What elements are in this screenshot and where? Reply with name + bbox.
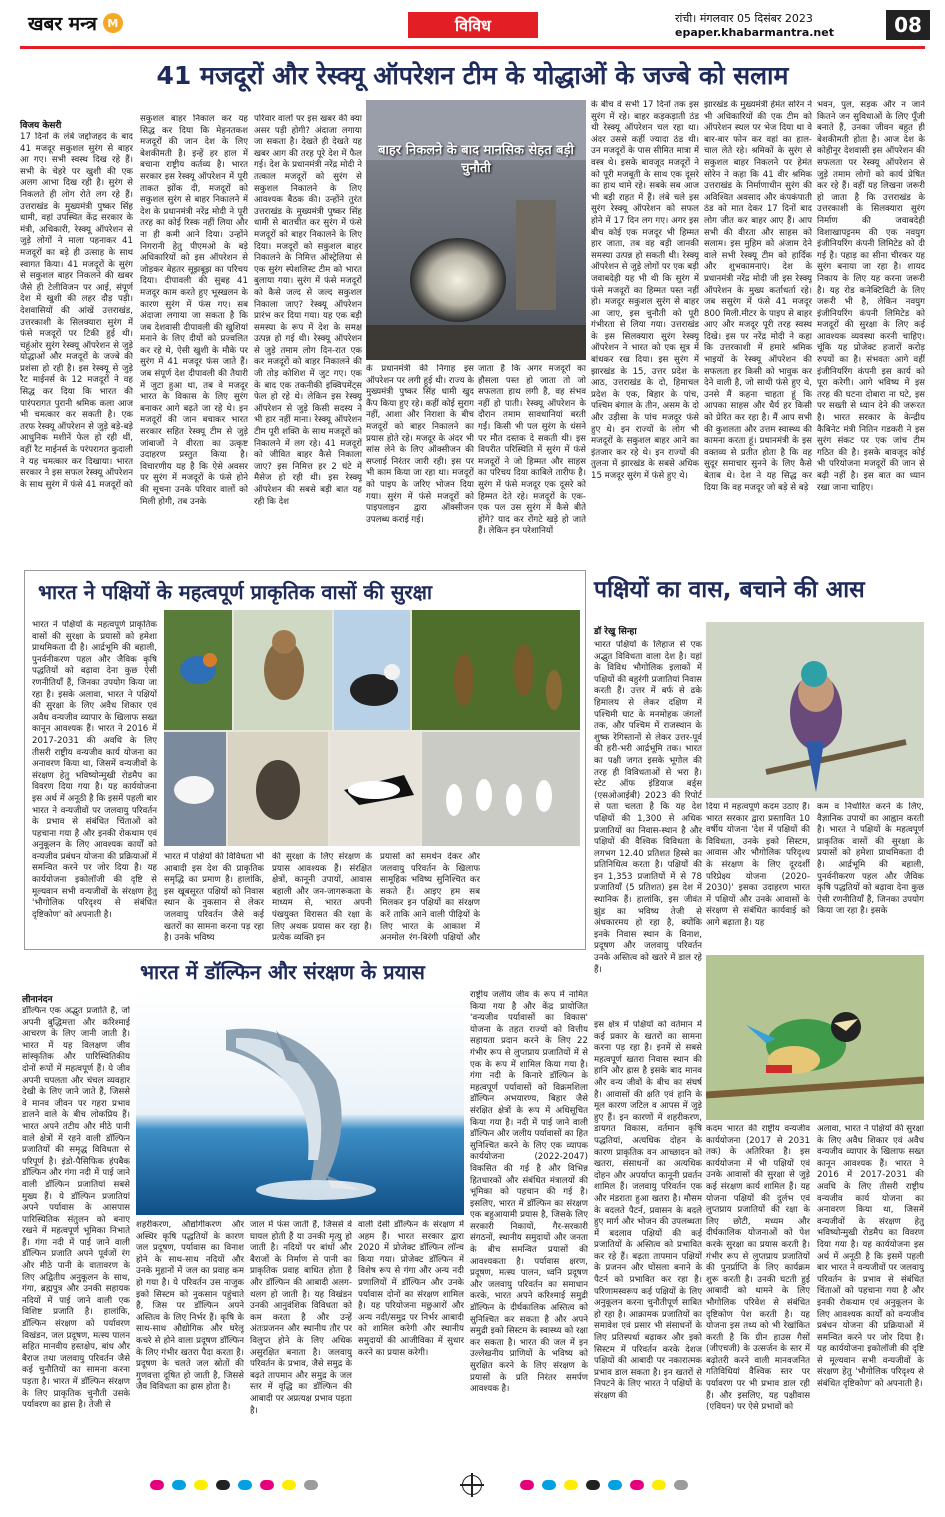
habitat-column-4: इस क्षेत्र में पक्षियों को वर्तमान में कई प्रकार के खतरों का सामना करना पड़ रहा है। इनमें से सबसे महत्वपूर्ण खतरा निवास स्थान की हानि और ह्रास है इसके बाद मानव और वन्य जीवों के बीच का संघर्ष है। आवासों की क्षति एवं हानि के मूल कारण जटिल व आपस में जुड़े हुए हैं। इन कारणों में शहरीकरण, डायगत विकास, वर्तमान कृषि पद्धतियां, अत्यधिक दोहन के कारण प्राकृतिक वन आच्छादन को खतरा, संसाधनों का अत्यधिक दोहन और अपर्याप्त कानूनी प्रवर्तन शामिल हैं। जलवायु परिवर्तन एक और मंडराता हुआ खतरा है। मौसम के बदलते पैटर्न, प्रवासन के बदले हुए मार्ग और भोजन की उपलब्धता में बदलाव पक्षियों की कई प्रजातियों के अस्तित्व को प्रभावित कर रहे हैं। बढ़ता तापमान पक्षियों के प्रजनन और घोंसला बनाने के पैटर्न को प्रभावित कर रहा है। परिणामस्वरूप कई पक्षियों के लिए अनुकूलन करना चुनौतीपूर्ण साबित हो रहा है। आक्रामक प्रजातियों का समावेश एवं प्रसार भी संसाधनों के लिए प्रतिस्पर्धा बढ़ाकर और इको सिस्टम में परिवर्तन करके देशज पक्षियों की आबादी पर नकारात्मक प्रभाव डाल सकता है। इन खतरों से निपटने के लिए भारत ने पक्षियों के संरक्षण की (594, 1020, 702, 1401)
registration-dot (630, 1480, 644, 1490)
lead-column-2: सकुशल बाहर निकाल कर यह सिद्ध कर दिया कि मेहनतकश मजदूरों की जान देश के लिए बेशकीमती है। इन्हें हर हाल में बचाना राष्ट्रीय कर्तव्य है। भारत सरकार इस रेस्क्यू ऑपरेशन में पूरी ताकत झोंक दी, मजदूरों को सकुशल सुरंग से बाहर निकालने में देश के प्रधानमंत्री नरेंद्र मोदी ने पूरी तरह का कोई रिस्क नहीं लिया और ना ही कमी आने दिया। उन्होंने निगरानी हेतु पीएमओ के बड़े अधिकारियों को इस ऑपरेशन से जोड़कर बेहतर सूझबूझ का परिचय दिया। दीपावली की सुबह 41 मजदूर काम करते हुए भूस्खलन के कारण सुरंग में फंस गए। सब अंदाजा लगाया जा सकता है कि जब देशवासी दीपावली की खुशियां मनाने के लिए दीयों को प्रज्वलित कर रहे थे, ऐसी खुशी के मौके पर सुरंग में 41 मजदूर फंस जाते हैं। जब संपूर्ण देश दीपावली की तैयारी में जुटा हुआ था, तब वे मजदूर भारत के विकास के लिए सुरंग बनाकर आगे बढ़ते जा रहे थे। इन मजदूरों की जान बचाकर भारत सरकार सहित रेस्क्यू टीम से जुड़े जांबाजों ने वीरता का उत्कृष्ट उदाहरण प्रस्तुत किया है। विचारणीय यह है कि ऐसे अवसर पर सुरंग में मजदूरों के फंसे होने की सूचना उनके परिवार वालों को मिली होगी, तब उनके (140, 114, 248, 507)
header-rule (20, 46, 925, 49)
dolphin-photo (136, 990, 464, 1215)
registration-dot (564, 1480, 578, 1490)
habitat-column-3: कम व निर्धारित करने के लिए, वैज्ञानिक उपायों का आह्वान करती है। भारत ने पक्षियों के महत्वपूर्ण प्राकृतिक वासों की सुरक्षा के प्रयासों को हमेशा प्राथमिकता दी है। आर्द्रभूमि की बहाली, पुनर्वनीकरण पहल और जैविक कृषि पद्धतियों को बढ़ावा देना कुछ ऐसी रणनीतियाँ हैं, जिनका उपयोग किया जा रहा है। इसके (817, 802, 924, 917)
lead-column-4: के प्रधानमंत्री की निगाह इस ऑपरेशन पर लगी हुई थी। राज्य के मुख्यमंत्री पुष्कर सिंह धामी खुद कैंप किया हुए रहे। कहीं कोई सुराग नहीं, आशा और निराशा के बीच मजदूरों को बाहर निकालने का प्रयास होते रहे। मजदूर के अंदर भी सांस लेने के लिए ऑक्सीजन की सप्लाई निरंतर जारी रही। इस पर भी काम किया जा रहा था। मजदूरों को पाइप के जरिए भोजन दिया गया। सुरंग में फंसे मजदूरों को पाइपलाइन द्वारा ऑक्सीजन उपलब्ध कराई गई। (366, 364, 474, 525)
registration-dot (520, 1480, 534, 1490)
birds-collage-photo (164, 610, 580, 846)
habitat-headline: पक्षियों का वास, बचाने की आस (594, 577, 865, 603)
lead-column-7: झारखंड के मुख्यमंत्री हेमंत सोरेन ने भी अधिकारियों की एक टीम को ऑपरेशन स्थल पर भेज दिया था वे बार-बार फोन कर वहां का हाल-चाल लेते रहे। श्रमिकों के सुरंग से सकुशल बाहर निकलने पर हेमंत सोरेन ने कहा कि 41 वीर श्रमिक उत्तराखंड के निर्माणाधीन सुरंग की अविश्वित अवसाद और कंपकंपाती ठंड को मात देकर 17 दिनों बाद लोग जीत कर बाहर आए हैं। आप सभी की वीरता और साहस को सलाम। इस मुहिम को अंजाम देने वाले सभी रेस्क्यू टीम को हार्दिक और शुभकामनाएं। देश के प्रधानमंत्री नरेंद्र मोदी जी इस रेस्क्यू ऑपरेशन के मुख्य कर्ताधर्ता रहे। जब ससुरंग में फंसे 41 मजदूर 800 मिली.मीटर के पाइप से बाहर आए और मजदूर पूरी तरह स्वस्थ दिखे। इस पर नरेंद्र मोदी ने कहा कि उत्तरकाशी में हमारे श्रमिक भाइयों के रेस्क्यू ऑपरेशन की सफलता हर किसी को भावुक कर देने वाली है, जो साथी फंसे हुए थे, उनसे मैं कहना चाहता हूं कि आपका साहस और धैर्य हर किसी को प्रेरित कर रहा है। मैं आप सभी की कुशलता और उत्तम स्वास्थ्य की कामना करता हूं। प्रधानमंत्री के इस वक्तव्य से प्रतीत होता है कि वह सुदूर समाचार सुनने के लिए कैसे बेताब थे। देश ने यह सिद्ध कर दिया कि वह मजदूर जो बड़े से बड़े (704, 100, 812, 493)
registration-dot (652, 1480, 666, 1490)
registration-dot (608, 1480, 622, 1490)
tunnel-photo (366, 100, 586, 360)
newspaper-logo: खबर मन्त्र (28, 13, 97, 35)
lead-column-3: परिवार वालों पर इस खबर की क्या असर पड़ी होगी? अंदाजा लगाया जा सकता है। देखते ही देखते यह खबर आग की तरह पूरे देश में फैल गई। देश के प्रधानमंत्री नरेंद्र मोदी ने तत्काल मजदूरों को सुरंग से सकुशल निकालने के लिए आवश्यक बैठक की। उन्होंने तुरंत उत्तराखंड के मुख्यमंत्री पुष्कर सिंह धामी से बातचीत कर सुरंग में फंसे मजदूरों को बाहर निकालने के लिए दिया। मजदूरों को सकुशल बाहर निकालने के निमित्त ऑस्ट्रेलिया से एक सुरंग स्पेशलिस्ट टीम को भारत बुलाया गया। सुरंग में फंसे मजदूरों को कैसे जल्द से जल्द सकुशल निकाला जाए? रेस्क्यू ऑपरेशन प्रारंभ कर दिया गया। यह एक बड़ी समस्या के रूप में देश के समक्ष उत्पन्न हो गई थी। रेस्क्यू ऑपरेशन से जुड़े तमाम लोग दिन-रात एक कर मजदूरों को बाहर निकालने की जी तोड़ कोशिश में जुट गए। एक के बाद एक तकनीकी इक्विपमेंट्स फेल हो रहे थे। लेकिन इस रेस्क्यू ऑपरेशन से जुड़े किसी सदस्य ने भी हार नहीं माना। रेस्क्यू ऑपरेशन टीम पूरी शक्ति के साथ मजदूरों को निकालने में लग रहे। 41 मजदूरों को जीवित बाहर कैसे निकाला जाए? इस निमित्त हर 2 घंटे में मैसेज हो रही थी। इस रेस्क्यू ऑपरेशन की सबसे बड़ी बात यह रही कि देश (254, 114, 362, 507)
dolphin-column-1: डॉल्फिन एक अद्भुत प्रजाति है, जो अपनी बुद्धिमत्ता और करिश्माई आचरण के लिए जानी जाती है। भारत में यह विलक्षण जीव सांस्कृतिक और पारिस्थितिकीय दोनों रूपों में महत्वपूर्ण हैं। ये जीव अपनी चपलता और चंचल व्यवहार देखी के लिए जाने जाते हैं, जिससे वे मानव जीवन पर गहरा प्रभाव डालने वाले के बीच लोकप्रिय हैं। भारत अपने तटीय और मीठे पानी वाले क्षेत्रों में रहने वाली डॉल्फिन प्रजातियों की समृद्ध विविधता से परिपूर्ण है। इंडो-पैसिफिक हंपबैक डॉल्फिन और गंगा नदी में पाई जाने वाली डॉल्फिन प्रजातियां सबसे मुख्य हैं। ये डॉल्फिन प्रजातियां अपने पर्यावास के आसपास पारिस्थितिक संतुलन को बनाए रखने में महत्वपूर्ण भूमिका निभाते हैं। गंगा नदी में पाई जाने वाली डॉल्फिन प्रजाति अपने पूर्वजों रंग और मीठे पानी के वातावरण के लिए अद्वितीय अनुकूलन के साथ, गंगा, ब्रह्मपुत्र और उनकी सहायक नदियों में पाई जाने वाली एक विशिष्ट प्रजाति है। हालांकि, डॉल्फिन संरक्षण को पर्यावरण विखंडन, जल प्रदूषण, मत्स्य पालन सहित मानवीय हस्तक्षेप, बांध और बैराज तथा जलवायु परिवर्तन जैसे कई चुनौतियों का सामना करना पड़ता है। भारत में डॉल्फिन संरक्षण के लिए प्राकृतिक चुनौती उसके पर्यावरण का ह्रास है। तेजी से (22, 1006, 130, 1411)
logo-badge-icon: M (103, 13, 123, 33)
dolphin-headline: भारत में डॉल्फिन और संरक्षण के प्रयास (140, 960, 425, 984)
registration-dot (216, 1480, 230, 1490)
registration-dot (238, 1480, 252, 1490)
photo-caption: बाहर निकलने के बाद मानसिक सेहत बड़ी चुनौती (378, 143, 574, 176)
registration-dot (260, 1480, 274, 1490)
habitat-column-2: दिया में महत्वपूर्ण कदम उठाए हैं। भारत सरकार द्वारा प्रस्तावित 10 वर्षीय योजना 'देश में पक्षियों की विविधता, उनके इको सिस्टम, आवास और भौगोलिक परिदृश्य के संरक्षण के लिए दूरदर्शी परिप्रेक्ष्य योजना (2020-2030)' इसका उदाहरण भारत में पक्षियों और उनके आवासों के संरक्षण से संबंधित कार्यवाई को आगे बढ़ाता है। यह (706, 802, 810, 928)
habitat-byline: डॉ रेखु सिन्हा (594, 627, 637, 637)
roller-bird-photo (706, 622, 924, 798)
page-number: 08 (886, 10, 930, 40)
habitat-column-6: अलावा, भारत ने पक्षियों की सुरक्षा के लिए अवैध शिकार एवं अवैध वन्यजीव व्यापार के खिलाफ सख्त कानून आवश्यक हैं। भारत ने 2016 में 2017-2031 की अवधि के लिए तीसरी राष्ट्रीय वन्यजीव कार्य योजना का अनावरण किया था, जिसमें वन्यजीवों के संरक्षण हेतु भविष्योन्मुखी रोडमैप का विवरण दिया गया है। यह कार्ययोजना इस अर्थ में अनूठी है कि इसमें पहली बार भारत ने वन्यजीवों पर जलवायु परिवर्तन के प्रभाव से संबंधित चिंताओं को पहचाना गया है और इनकी रोकथाम एवं अनुकूलन के लिए आवश्यक कार्यों को वन्यजीव प्रबंधन योजना की प्रक्रियाओं में समन्वित करने पर जोर दिया है। यह कार्ययोजना इकोलॉजी की दृष्टि से मूल्यवान सभी वन्यजीवों के संरक्षण हेतु 'भौगोलिक परिदृश्य से संबंधित दृष्टिकोण' को अपनाती है। (817, 1124, 924, 1390)
lead-column-8: भवन, पुल, सड़क और न जाने कितने जन सुविधाओं के लिए पूँजी बनाते हैं, उनका जीवन बहुत ही बेशकीमती होता है। आज देश के कोहीनूर देशवासी इस ऑपरेशन की सफलता पर रेस्क्यू ऑपरेशन से जुड़े तमाम लोगों को कार्य प्रेषित कर रहे हैं। वहीं यह लिखना जरूरी हो जाता है कि उत्तराखंड के उत्तरकाशी के सिलक्यारा सुरंग निर्माण की जवाबदेही विशाखापट्टनम की एक नवयुग इंजीनियरिंग कंपनी लिमिटेड को दी गई है। पहाड़ का सीना चीरकर यह सुरंग बनाया जा रहा है। शायद निकाय के लिए यह करना जरूरी है। यह रोड कनेक्टिविटी के लिए जरूरी भी है, लेकिन नवयुग इंजीनियरिंग कंपनी लिमिटेड को मजदूरों की सुरक्षा के लिए कई आवश्यक व्यवस्था करनी चाहिए। चूंकि यह प्रोजेक्ट हजारों करोड़ रुपयों का है। संभवतः आगे वहीं इंजीनियरिंग कंपनी इस कार्य को पूरा करेगी। आगे भविष्य में इस तरह की घटना दोबारा ना घटे, इस पर सख्ती से ध्यान देने की जरूरत है। भारत सरकार के केन्द्रीय कैबिनेट मंत्री नितिन गडकरी ने इस सुरंग संकट पर एक जांच टीम गठित की है। इसके बावजूद कोई भी परियोजना मजदूरों की जान से बढ़ी नहीं है। इस बात का ध्यान रखा जाना चाहिए। (817, 100, 925, 493)
section-label: विविध (408, 12, 538, 38)
lead-headline: 41 मजदूरों और रेस्क्यू ऑपरेशन टीम के योद्धाओं के जज्बे को सलाम (156, 61, 789, 90)
pitta-bird-photo (706, 955, 924, 1120)
birds-column-4: प्रयासों को समर्थन देकर और जलवायु परिवर्तन के खिलाफ सामूहिक भविष्य सुनिश्चित कर सकते हैं। आइए हम सब मिलकर इन पक्षियों का संरक्षण करें ताकि आने वाली पीढ़ियों के लिए भारत के आकाश में अनमोल रंग-बिरंगी पक्षियों और (380, 852, 480, 944)
dolphin-column-4: वाली देसी डॉल्फिन के संरक्षण में अहम हैं। भारत सरकार द्वारा 2020 में प्रोजेक्ट डॉल्फिन लॉन्च किया गया। प्रोजेक्ट डॉल्फिन में विशेष रूप से गंगा और अन्य नदी प्रणालियों में डॉल्फिन और उनके पर्यावास दोनों का संरक्षण शामिल है। यह परियोजना मछुआरों और अन्य नदी/समुद्र पर निर्भर आबादी को शामिल करेगी और स्थानीय समुदायों की आजीविका में सुधार करने का प्रयास करेगी। (358, 1220, 464, 1358)
masthead (28, 8, 123, 38)
registration-dot (282, 1480, 296, 1490)
crosshair-registration-icon (462, 1475, 482, 1495)
birds-column-2: भारत में पक्षियों की विविधता भी आबादी इस देश की प्राकृतिक समृद्धि का प्रमाण है। हालांकि, इस खूबसूरत पक्षियों को निवास स्थान के नुकसान से लेकर जलवायु परिवर्तन जैसे कई खतरों का सामना करना पड़ रहा है। उनके भविष्य (164, 852, 264, 944)
habitat-column-5: कदम भारत की राष्ट्रीय वन्यजीव कार्ययोजना (2017 से 2031 तक) के अतिरिक्त है। इस कार्ययोजना में भी पक्षियों एवं उनके आवासों की सुरक्षा से जुड़े कई संरक्षण कार्य शामिल हैं। यह योजना पक्षियों की दुर्लभ एवं लुप्तप्राय प्रजातियों की रक्षा के लिए छोटी, मध्यम और दीर्घकालिक योजनाओं को पेश करके सुरक्षा का प्रयास करती है। गंभीर रूप से लुप्तप्राय प्रजातियों की पुनर्प्राप्ति के लिए कार्यक्रम शुरू करती है। उनकी घटती हुई आबादी को थामने के लिए भौगोलिक परिवेश से संबंधित दृष्टिकोण पेश करती है। यह योजना इस तथ्य को भी रेखांकित करती है कि ग्रीन हाउस गैसों (जीएचजी) के उत्सर्जन के स्तर में बढ़ोतरी करने वाली मानवजनित गतिविधियां वैश्विक स्तर पर पर्यावरण पर भी प्रभाव डाल रही हैं। और इसलिए, यह पक्षीवास (एवियन) पर ऐसे प्रभावों को (706, 1124, 810, 1413)
birds-column-3: की सुरक्षा के लिए संरक्षण के प्रयास आवश्यक हैं। संरक्षित क्षेत्रों, कानूनी उपायों, आवास बहाली और जन-जागरूकता के माध्यम से, भारत अपनी पंखयुक्त विरासत की रक्षा के लिए अथक प्रयास कर रहा है। प्रत्येक व्यक्ति इन (272, 852, 372, 944)
registration-dot (304, 1480, 318, 1490)
registration-dot (172, 1480, 186, 1490)
color-registration-right (520, 1478, 688, 1492)
dateline (675, 12, 834, 40)
color-registration-left (150, 1478, 318, 1492)
dolphin-column-5: राष्ट्रीय जलीय जीव के रूप में नामित किया गया है और केंद्र प्रायोजित 'वन्यजीव पर्यावासों का विकास' योजना के तहत राज्यों को वित्तीय सहायता प्रदान करने के लिए 22 गंभीर रूप से लुप्तप्राय प्रजातियों में से एक के रूप में शामिल किया गया है। गंगा नदी के किनारे डॉल्फिन के महत्वपूर्ण पर्यावासों को विक्रमशिला डॉल्फिन अभयारण्य, बिहार जैसे संरक्षित क्षेत्रों के रूप में अधिसूचित किया गया है। नदी में पाई जाने वाली डॉल्फिन और जलीय पर्यावासों का हित सुनिश्चित करने के लिए एक व्यापक कार्ययोजना (2022-2047) विकसित की गई है और विभिन्न हितधारकों और संबंधित मंत्रालयों की भूमिका को पहचान की गई है। इसलिए, भारत में डॉल्फिन का संरक्षण एक बहुआयामी प्रयास है, जिसके लिए सरकारी निकायों, गैर-सरकारी संगठनों, स्थानीय समुदायों और जनता के बीच समन्वित प्रयासों की आवश्यकता है। पर्यावास क्षरण, प्रदूषण, मत्स्य पालन, ध्वनि प्रदूषण और जलवायु परिवर्तन का समाधान करके, भारत अपने करिश्माई समुद्री डॉल्फिन के दीर्घकालिक अस्तित्व को सुनिश्चित कर सकता है और अपने समुद्री इको सिस्टम के स्वास्थ्य को रक्षा कर सकता है। भारत की जल में इन उल्लेखनीय प्राणियों के भविष्य को सुरक्षित करने के लिए संरक्षण के प्रयासों के प्रति निरंतर समर्पण आवश्यक है। (470, 990, 588, 1395)
registration-dot (150, 1480, 164, 1490)
issue-date: रांची। मंगलवार 05 दिसंबर 2023 (675, 12, 813, 25)
lead-byline: विजय केसरी (20, 121, 62, 131)
epaper-url[interactable]: epaper.khabarmantra.net (675, 26, 834, 39)
lead-column-5: जाता है कि अगर मजदूरों का हौसला पस्त हो जाता तो जो सफलता हाथ लगी है, वह संभव नहीं हो पाती। रेस्क्यू ऑपरेशन के दौरान तमाम सावधानियां बरती गईं। किसी भी पल सुरंग के धंसने पर मौत दस्तक दे सकती थी। इस विपरीत परिस्थिति में सुरंग में फंसे मजदूरों ने जो हिम्मत और साहस का परिचय दिया काबिले तारीफ है। सुरंग में फंसे मजदूर एक दूसरे को हिम्मत देते रहे। मजदूरों के एक-एक पल उस सुरंग में कैसे बीते होंगे? याद कर रोंगटे खड़े हो जाते हैं। लेकिन इन परेशानियों (478, 364, 586, 537)
lead-column-1: 17 दिनों के लंबे जद्दोजहद के बाद 41 मजदूर सकुशल सुरंग से बाहर आ गए। सभी स्वस्थ दिख रहे हैं। सभी के चेहरे पर खुशी की एक अलग आभा दिख रही है। सुरंग से निकलते ही लोग रोते लग रहे हैं। उत्तराखंड के मुख्यमंत्री पुष्कर सिंह धामी, वहां उपस्थित केंद्र सरकार के मंत्री, अधिकारी, रेस्क्यू ऑपरेशन से जुड़े लोगों ने माला पहनाकर 41 मजदूरों का बड़े ही उत्साह के साथ स्वागत किया। 41 मजदूरों के सुरंग से सकुशल बाहर निकलने की खबर जैसे ही टेलीविजन पर आई, संपूर्ण देश में खुशी की लहर दौड़ पड़ी। देशवासियों की आंखें उत्तराखंड, उत्तरकाशी के सिलक्यारा सुरंग में फंसे मजदूरों पर टिकी हुई थी। चहुंओर सुरंग रेस्क्यू ऑपरेशन से जुड़े योद्धाओं और मजदूरों के जज्बे की प्रशंसा हो रही है। इस रेस्क्यू से जुड़े रैट माईनर्स के 12 मजदूरों ने वह सिद्ध कर दिया कि भारत की पारंपरागत पुरानी श्रमिक कला आज भी चमत्कार कर सकती है। एक तरफ रेस्क्यू ऑपरेशन से जुड़े बड़े-बड़े आधुनिक मशीनें फेल हो रही थीं, वहीं रैट माईनर्स के परंपरागत कुदाली ने यह चमत्कार कर दिखाया। भारत सरकार ने इस सफल रेस्क्यू ऑपरेशन के साथ सुरंग में फंसे 41 मजदूरों को (20, 132, 133, 490)
lead-column-6: के बीच वे सभी 17 दिनों तक इस सुरंग में रहे। बाहर कड़कड़ाती ठंड थी रेस्क्यू ऑपरेशन चल रहा था। अंदर उससे कहीं ज्यादा ठंड थी। उन मजदूरों के पास सीमित मात्रा में वस्त्र थे। इसके बावजूद मजदूरों ने को पूरी मजबूती के साथ एक दूसरे का हाथ थामे रहे। सबके सब आज भी बड़ी राहत में हैं। लंबे चले इस सुरंग रेस्क्यू ऑपरेशन को सफल होने में 17 दिन लग गए। अगर इस बीच कोई एक मजदूर भी हिम्मत हार जाता, तब वह बड़ी जानकी समस्या उत्पन्न हो सकती थी। रेस्क्यू ऑपरेशन से जुड़े लोगों पर एक बड़ी जवाबदेही यह भी थी कि सुरंग में फंसे मजदूरों का हिम्मत पस्त नहीं हो। मजदूर सकुशल सुरंग से बाहर आ जाए, इस चुनौती को पूरी गंभीरता से लिया गया। उत्तराखंड के इस सिलक्यारा सुरंग रेस्क्यू ऑपरेशन ने भारत को एक सूत्र में बांधकर रख दिया। इस सुरंग में झारखंड के 15, उत्तर प्रदेश के आठ, उत्तराखंड के दो, हिमाचल प्रदेश के एक, बिहार के पांच, पश्चिम बंगाल के तीन, असम के दो और उड़ीसा के पांच मजदूर फंसे हुए थे। इन राज्यों के लोग भी मजदूरों के सकुशल बाहर आने का इंतजार कर रहे थे। इन राज्यों की तुलना में झारखंड के सबसे अधिक 15 मजदूर सुरंग में फंसे हुए थे। (591, 100, 699, 481)
birds-column-1: भारत ने पक्षियों के महत्वपूर्ण प्राकृतिक वासों की सुरक्षा के प्रयासों को हमेशा प्राथमिकता दी है। आर्द्रभूमि की बहाली, पुनर्वनीकरण पहल और जैविक कृषि पद्धतियों को बढ़ावा देना कुछ ऐसी रणनीतियाँ हैं, जिनका उपयोग किया जा रहा है। इसके अलावा, भारत ने पक्षियों की सुरक्षा के लिए अवैध शिकार एवं अवैध वन्यजीव व्यापार के खिलाफ सख्त कानून आवश्यक हैं। भारत ने 2016 में 2017-2031 की अवधि के लिए तीसरी राष्ट्रीय वन्यजीव कार्य योजना का अनावरण किया था, जिसमें वन्यजीवों के संरक्षण हेतु भविष्योन्मुखी रोडमैप का विवरण दिया गया है। यह कार्ययोजना इस अर्थ में अनूठी है कि इसमें पहली बार भारत ने वन्यजीवों पर जलवायु परिवर्तन के प्रभाव से संबंधित चिंताओं को पहचाना गया है और इनकी रोकथाम एवं अनुकूलन के लिए आवश्यक कार्यों को वन्यजीव प्रबंधन योजना की प्रक्रियाओं में समन्वित करने पर जोर दिया है। यह कार्ययोजना इकोलॉजी की दृष्टि से मूल्यवान सभी वन्यजीवों के संरक्षण हेतु 'भौगोलिक परिदृश्य से संबंधित दृष्टिकोण' को अपनाती है। (32, 620, 157, 920)
dolphin-column-2: शहरीकरण, औद्योगीकरण और अस्थिर कृषि पद्धतियों के कारण जल प्रदूषण, पर्यावास का विनाश होने के साथ-साथ नदियों और उनके मुहानों में जल का प्रवाह कम हो गया है। ये परिवर्तन उस नाजुक इको सिस्टम को नुकसान पहुंचाते हैं, जिस पर डॉल्फिन अपने अस्तित्व के लिए निर्भर हैं। कृषि के साथ-साथ औद्योगिक और घरेलू कचरे से होने वाला प्रदूषण डॉल्फिन के लिए गंभीर खतरा पैदा करता है। प्रदूषण के चलते जल स्रोतों की गुणवत्ता दूषित हो जाती है, जिससे जैव विविधता का ह्रास होता है। (136, 1220, 244, 1393)
registration-dot (586, 1480, 600, 1490)
dolphin-column-3: जाल में फंस जाती हैं, जिससे वे घायल होती हैं या उनकी मृत्यु हो जाती है। नदियों पर बांधों और बैराजों के निर्माण से पानी का प्राकृतिक प्रवाह बाधित होता है और डॉल्फिन की आबादी अलग-थलग हो जाती है। यह विखंडन उनकी आनुवंशिक विविधता को कम करता है और उन्हें अंतःप्रजनन और स्थानीय तौर पर विलुप्त होने के लिए अधिक असुरक्षित बनाता है। जलवायु परिवर्तन के प्रभाव, जैसे समुद्र के बढ़ते तापमान और समुद्र के जल स्तर में वृद्धि का डॉल्फिन की आबादी पर अप्रत्यक्ष प्रभाव पड़ता है। (250, 1220, 352, 1416)
registration-dot (194, 1480, 208, 1490)
birds-headline: भारत ने पक्षियों के महत्वपूर्ण प्राकृतिक वासों की सुरक्षा (38, 580, 433, 604)
registration-dot (542, 1480, 556, 1490)
habitat-column-1: भारत पक्षियों के लिहाज से एक अद्भुत विविधता वाला देश है। यहां के विविध भौगोलिक इलाकों में पक्षियों की बहुरंगी प्रजातियां निवास करती हैं। उत्तर में बर्फ से ढके हिमालय से लेकर दक्षिण में पश्चिमी घाट के मनमोहक जंगलों तक, और पश्चिम में राजस्थान के शुष्क रेगिस्तानों से लेकर उत्तर-पूर्व की हरी-भरी आर्द्रभूमि तक। भारत का पक्षी जगत इसके भूगोल की तरह ही विविधताओं से भरा है। स्टेट ऑफ इंडियाज बर्ड्स (एसओआईबी) 2023 की रिपोर्ट से पता चलता है कि यह देश पक्षियों की 1,300 से अधिक प्रजातियों का निवास-स्थान है और पक्षियों की वैश्विक विविधता के लगभग 12.40 प्रतिशत हिस्से का प्रतिनिधित्व करता है। पक्षियों की इन 1,353 प्रजातियों में से 78 प्रजातियाँ (5 प्रतिशत) इस देश में स्थानिक हैं। हालांकि, इस जीवंत झुंड का भविष्य तेजी से अंधकारमय हो रहा है, क्योंकि इनके निवास स्थान के विनाश, प्रदूषण और जलवायु परिवर्तन उनके अस्तित्व को खतरे में डाल रहे हैं। (594, 640, 702, 975)
dolphin-byline: लीनानंदन (22, 995, 53, 1005)
registration-dot (674, 1480, 688, 1490)
